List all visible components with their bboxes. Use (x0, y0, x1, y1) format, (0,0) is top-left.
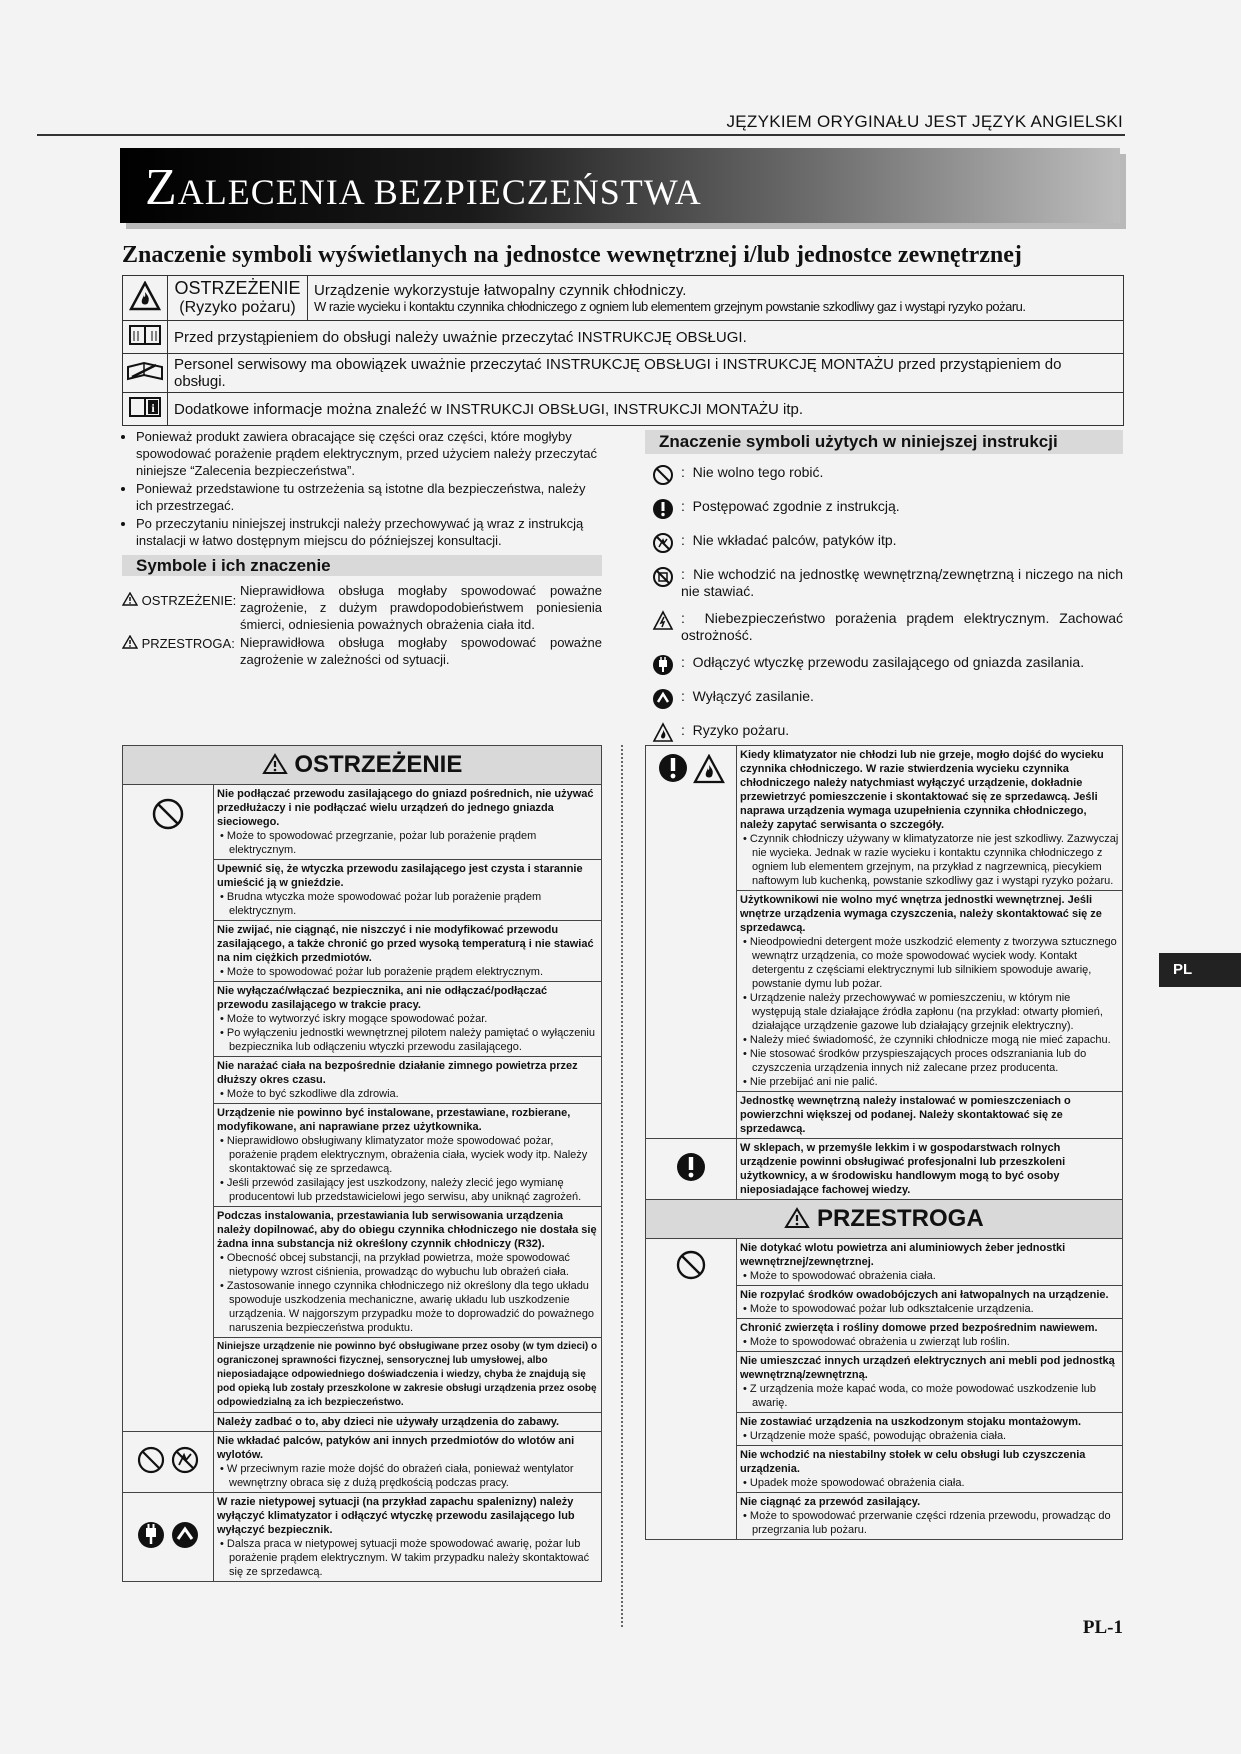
warning-sub: (Ryzyko pożaru) (179, 299, 296, 316)
caution-table-header (646, 1200, 1123, 1239)
unit-symbols-table (122, 275, 1124, 426)
power-off-icon (645, 688, 681, 712)
mandatory-fire-icons (646, 746, 737, 1139)
warning-group-abnormal: W razie nietypowej sytuacji (na przykład zapachu spalenizny) należy wyłączyć klimatyzator i odłączyć wtyczkę przewodu zasilającego lub wyłączyć bezpiecznik. • Dalsza praca w nietypowej sytuacji może spowodować awarię, pożar lub porażenie prądem elektrycznym. W takim przypadku należy skontaktować się ze sprzedawcą. (214, 1493, 602, 1582)
original-language-note: JĘZYKIEM ORYGINAŁU JEST JĘZYK ANGIELSKI (726, 112, 1123, 131)
language-tab: PL (1159, 953, 1241, 987)
svg-text:i: i (151, 401, 155, 415)
title-rest: ALECENIA BEZPIECZEŃSTWA (177, 172, 702, 212)
column-divider (621, 745, 623, 1627)
unplug-icon (136, 1520, 166, 1550)
info-row-text: Dodatkowe informacje można znaleźć w INSTRUKCJI OBSŁUGI, INSTRUKCJI MONTAŻU itp. (168, 393, 1124, 426)
fire-risk-icon (693, 754, 725, 784)
fire-risk-icon (645, 722, 681, 746)
warning-triangle-icon (122, 592, 138, 606)
meaning-list (645, 464, 1123, 746)
warning-line1: Urządzenie wykorzystuje łatwopalny czynnik chłodniczy. (314, 282, 687, 299)
manual-row-text: Przed przystąpieniem do obsługi należy uważnie przeczytać INSTRUKCJĘ OBSŁUGI. (168, 321, 1124, 354)
meaning-item: : Odłączyć wtyczkę przewodu zasilającego od gniazda zasilania. (645, 654, 1123, 678)
intro-bullet: • Po przeczytaniu niniejszej instrukcji należy przechowywać ją wraz z instrukcją instalacji w łatwo dostępnym miejscu do późniejszej konsultacji. (136, 515, 602, 549)
caution-def-text: Nieprawidłowa obsługa mogłaby spowodować poważne zagrożenie w zależności od sytuacji. (240, 635, 602, 667)
no-fingers-icons (123, 1432, 214, 1493)
refrigerant-leak-entry: Kiedy klimatyzator nie chłodzi lub nie grzeje, mogło dojść do wycieku czynnika chłodniczego. W razie stwierdzenia wycieku czynnika chłodniczego należy natychmiast wyłączyć urządzenie, dokładnie przewietrzyć pomieszczenie i skontaktować się ze sprzedawcą. Jeśli naprawa urządzenia wymaga uzupełnienia czynnika chłodniczego, należy zapytać serwisanta o szczegóły. • Czynnik chłodniczy używany w klimatyzatorze nie jest szkodliwy. Zazwyczaj nie wycieka. Jednak w razie wycieku i kontaktu czynnika chłodniczego z ogniem lub elementem grzejnym, na przykład z nagrzewnicą, piecykiem naftowym lub kuchenką, powstanie szkodliwy gaz i wystąpi ryzyko pożaru. (737, 746, 1123, 891)
warning-group-fingers: Nie wkładać palców, patyków ani innych przedmiotów do wlotów ani wylotów. • W przeciwnym razie może dojść do obrażeń ciała, ponieważ wentylator wewnętrzny obraca się z dużą prędkością podczas pracy. (214, 1432, 602, 1493)
meaning-item: : Niebezpieczeństwo porażenia prądem elektrycznym. Zachować ostrożność. (645, 610, 1123, 644)
warning-table (122, 745, 602, 1582)
meaning-item: : Wyłączyć zasilanie. (645, 688, 1123, 712)
intro-bullet: • Ponieważ przedstawione tu ostrzeżenia są istotne dla bezpieczeństwa, należy ich przestrzegać. (136, 480, 602, 514)
no-fingers-icon (170, 1445, 200, 1475)
caution-triangle-icon (784, 1207, 810, 1229)
unplug-icon (645, 654, 681, 678)
header-divider (37, 134, 1125, 136)
right-safety-table (645, 745, 1123, 1540)
manual-book-icon (123, 321, 168, 354)
page-title (145, 158, 702, 217)
symbol-meaning-column (645, 430, 1123, 746)
mandatory-icon (646, 1139, 737, 1200)
caution-table-title: PRZESTROGA (816, 1205, 984, 1232)
warning-label: OSTRZEŻENIE (174, 278, 301, 298)
warning-def-label: OSTRZEŻENIE: (141, 593, 237, 608)
meaning-item: : Ryzyko pożaru. (645, 722, 1123, 746)
no-fingers-icon (645, 532, 681, 556)
no-step-icon (645, 566, 681, 590)
symbols-heading: Symbole i ich znaczenie (122, 555, 602, 576)
warning-table-title: OSTRZEŻENIE (294, 751, 463, 778)
prohibited-icon (646, 1239, 737, 1540)
mandatory-icon (657, 752, 689, 784)
unplug-power-off-icons (123, 1493, 214, 1582)
warning-table-header (123, 746, 602, 785)
caution-group: Nie dotykać wlotu powietrza ani aluminiowych żeber jednostki wewnętrznej/zewnętrznej. • Może to spowodować obrażenia ciała. Nie rozpylać środków owadobójczych ani łatwopalnych na urządzenie. • Może to spowodować pożar lub odkształcenie urządzenia. Chronić zwierzęta i rośliny domowe przed bezpośrednim nawiewem. • Może to spowodować obrażenia u zwierząt lub roślin. Nie umieszczać innych urządzeń elektrycznych ani mebli pod jednostką wewnętrzną/zewnętrzną. • Z urządzenia może kapać woda, co może powodować uszkodzenie lub awarię. Nie zostawiać urządzenia na uszkodzonym stojaku montażowym. • Urządzenie może spaść, powodując obrażenia ciała. Nie wchodzić na niestabilny stołek w celu obsługi lub czyszczenia urządzenia. • Upadek może spowodować obrażenia ciała. Nie ciągnąć za przewód zasilający. • Może to spowodować przerwanie części rdzenia przewodu, prowadząc do przegrzania lub pożaru. (737, 1239, 1123, 1540)
prohibited-icon (136, 1445, 166, 1475)
cleaning-entry: Użytkownikowi nie wolno myć wnętrza jednostki wewnętrznej. Jeśli wnętrze urządzenia wymaga czyszczenia, należy skontaktować się ze sprzedawcą. • Nieodpowiedni detergent może uszkodzić elementy z tworzywa sztucznego wewnątrz urządzenia, co może spowodować wyciek wody. Kontakt detergentu z częściami elektrycznymi lub silnikiem spowoduje awarię, powstanie dymu lub pożar. • Urządzenie należy przechowywać w pomieszczeniu, w którym nie występują stale działające źródła zapłonu (na przykład: otwarty płomień, działające urządzenie gazowe lub działający grzejnik elektryczny). • Należy mieć świadomość, że czynniki chłodnicze mogą nie mieć zapachu. • Nie stosować środków przyspieszających proces odszraniania lub do czyszczenia urządzenia innych niż zalecane przez producenta. • Nie przebijać ani nie palić. (737, 891, 1123, 1092)
caution-triangle-icon (122, 635, 138, 649)
warning-group-prohibited: Nie podłączać przewodu zasilającego do gniazd pośrednich, nie używać przedłużaczy i nie podłączać wielu urządzeń do jednego gniazda sieciowego. • Może to spowodować przegrzanie, pożar lub porażenie prądem elektrycznym. Upewnić się, że wtyczka przewodu zasilającego jest czysta i starannie umieścić ją w gnieździe. • Brudna wtyczka może spowodować pożar lub porażenie prądem elektrycznym. Nie zwijać, nie ciągnąć, nie niszczyć i nie modyfikować przewodu zasilającego, a także chronić go przed wysoką temperaturą i nie stawiać na nim ciężkich przedmiotów. • Może to spowodować pożar lub porażenie prądem elektrycznym. Nie wyłączać/włączać bezpiecznika, ani nie odłączać/podłączać przewodu zasilającego w trakcie pracy. • Może to wytworzyć iskry mogące spowodować pożar. • Po wyłączeniu jednostki wewnętrznej pilotem należy pamiętać o wyłączeniu bezpiecznika lub odłączeniu wtyczki przewodu zasilającego. Nie narażać ciała na bezpośrednie działanie zimnego powietrza przez dłuższy okres czasu. • Może to być szkodliwe dla zdrowia. Urządzenie nie powinno być instalowane, przestawiane, rozbierane, modyfikowane, ani naprawiane przez użytkownika. • Nieprawidłowo obsługiwany klimatyzator może spowodować pożar, porażenie prądem elektrycznym, obrażenia ciała, wyciek wody itp. Należy skontaktować się ze sprzedawcą. • Jeśli przewód zasilający jest uszkodzony, należy zlecić jego wymianę producentowi lub przedstawicielowi jego serwisu, aby uniknąć zagrożeń. Podczas instalowania, przestawiania lub serwisowania urządzenia należy dopilnować, aby do obiegu czynnika chłodniczego nie dostała się żadna inna substancja niż określony czynnik chłodniczy (R32). • Obecność obcej substancji, na przykład powietrza, może spowodować nietypowy wzrost ciśnienia, prowadząc do wybuchu lub obrażeń ciała. • Zastosowanie innego czynnika chłodniczego niż określony dla tego układu spowoduje uszkodzenia mechaniczne, awarię układu lub uszkodzenie urządzenia. W najgorszym przypadku może to doprowadzić do poważnego naruszenia bezpieczeństwa produktu. Niniejsze urządzenie nie powinno być obsługiwane przez osoby (w tym dzieci) o ograniczonej sprawności fizycznej, sensorycznej lub umysłowej, albo nieposiadające odpowiedniego doświadczenia i wiedzy, chyba że znajdują się pod opieką lub zostały przeszkolone w zakresie obsługi urządzenia przez osobę odpowiedzialną za ich bezpieczeństwo. Należy zadbać o to, aby dzieci nie używały urządzenia do zabawy. (214, 785, 602, 1432)
symbols-definitions (122, 582, 602, 668)
meaning-item: : Nie wolno tego robić. (645, 464, 1123, 488)
page-number: PL-1 (1082, 1617, 1123, 1638)
meaning-item: : Postępować zgodnie z instrukcją. (645, 498, 1123, 522)
electric-shock-icon (645, 610, 681, 634)
mandatory-icon (645, 498, 681, 522)
prohibited-icon (123, 785, 214, 1432)
caution-def-label: PRZESTROGA: (141, 636, 235, 651)
title-initial: Z (145, 159, 178, 216)
warning-line2: W razie wycieku i kontaktu czynnika chłodniczego z ogniem lub elementem grzejnym powstanie szkodliwy gaz i wystąpi ryzyko pożaru. (314, 299, 1026, 314)
meaning-item: : Nie wchodzić na jednostkę wewnętrzną/zewnętrzną i niczego na nich nie stawiać. (645, 566, 1123, 600)
meaning-heading: Znaczenie symboli użytych w niniejszej instrukcji (645, 430, 1123, 454)
fire-risk-icon (123, 276, 168, 321)
service-row-text: Personel serwisowy ma obowiązek uważnie przeczytać INSTRUKCJĘ OBSŁUGI i INSTRUKCJĘ MONTAŻU przed przystąpieniem do obsługi. (168, 354, 1124, 393)
warning-def-text: Nieprawidłowa obsługa mogłaby spowodować poważne zagrożenie, z dużym prawdopodobieństwem poniesienia śmierci, odniesienia poważnych obrażenia ciała itd. (240, 583, 602, 632)
intro-bullet: • Ponieważ produkt zawiera obracające się części oraz części, które mogłyby spowodować porażenie prądem elektrycznym, przed użyciem należy przeczytać niniejsze “Zalecenia bezpieczeństwa”. (136, 428, 602, 479)
room-size-entry: Jednostkę wewnętrzną należy instalować w pomieszczeniach o powierzchni większej od podanej. Należy skontaktować się ze sprzedawcą. (737, 1092, 1123, 1139)
intro-column (122, 428, 602, 669)
title-banner (120, 148, 1120, 223)
info-book-icon (123, 393, 168, 426)
meaning-item: : Nie wkładać palców, patyków itp. (645, 532, 1123, 556)
power-off-icon (170, 1520, 200, 1550)
units-section-title: Znaczenie symboli wyświetlanych na jednostce wewnętrznej i/lub jednostce zewnętrznej (122, 242, 1022, 268)
warning-triangle-icon (262, 753, 288, 775)
service-manual-icon (123, 354, 168, 393)
prohibited-icon (645, 464, 681, 488)
intro-bullets (122, 428, 602, 549)
professional-use-entry: W sklepach, w przemyśle lekkim i w gospodarstwach rolnych urządzenie powinni obsługiwać profesjonalni lub przeszkoleni użytkownicy, a w środowisku handlowym mogą to być osoby nieposiadające fachowej wiedzy. (737, 1139, 1123, 1200)
